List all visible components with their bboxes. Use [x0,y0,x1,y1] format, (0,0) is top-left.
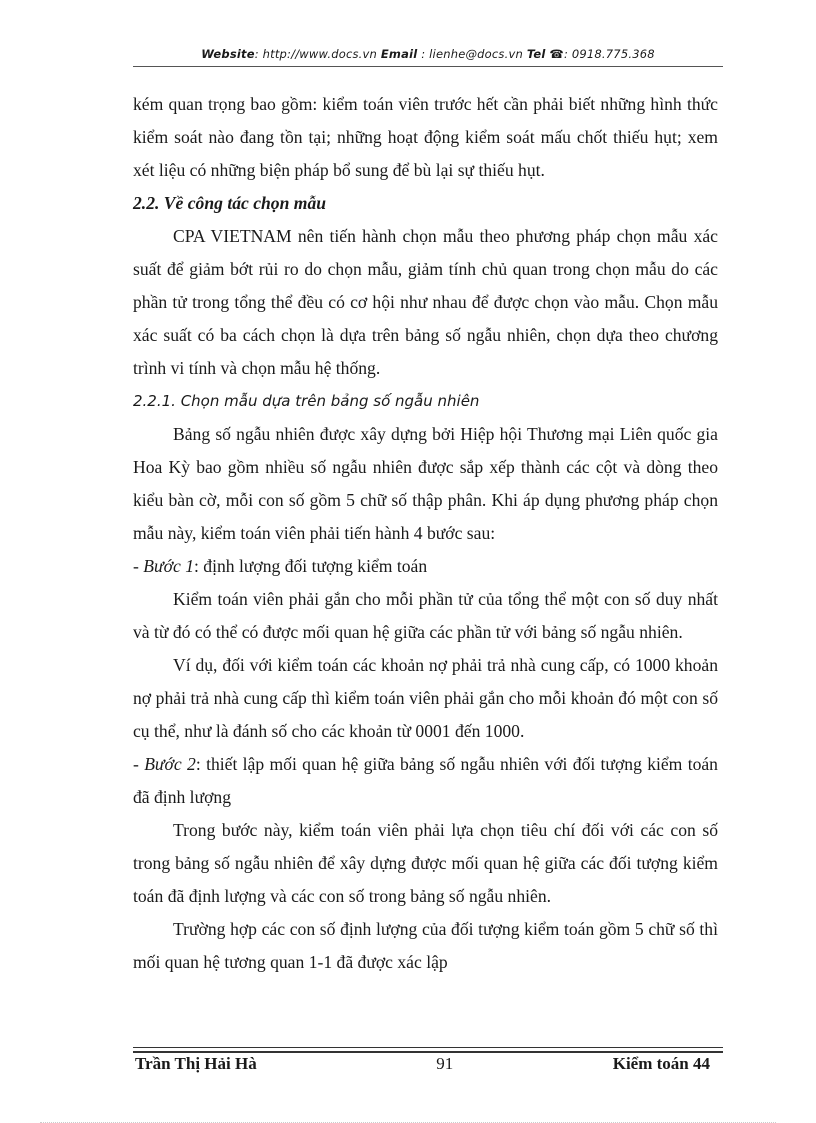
paragraph-4: Kiểm toán viên phải gắn cho mỗi phần tử của tổng thể một con số duy nhất và từ đó có thể có được mối quan hệ giữa các phần tử với bảng số ngẫu nhiên. [133,589,718,642]
header-rule [133,66,723,67]
paragraph-7: Trường hợp các con số định lượng của đối tượng kiểm toán gồm 5 chữ số thì mối quan hệ tương quan 1-1 đã được xác lập [133,919,718,972]
website-label: Website [201,47,255,61]
step-1-text: : định lượng đối tượng kiểm toán [194,556,428,576]
footer-rule-thick [133,1051,723,1053]
step-1 [133,550,718,583]
step-2-prefix: - [133,754,145,774]
email-value: : lienhe@docs.vn [421,47,523,61]
step-2-label: Bước 2 [144,754,196,774]
page-number: 91 [436,1054,454,1073]
paragraph-5: Ví dụ, đối với kiểm toán các khoản nợ phải trả nhà cung cấp, có 1000 khoản nợ phải trả nhà cung cấp thì kiểm toán viên phải gắn cho mỗi khoản đó một con số cụ thể, như là đánh số cho các khoản từ 0001 đến 1000. [133,655,718,741]
footer-author: Trần Thị Hải Hà [135,1054,257,1073]
paragraph-2: CPA VIETNAM nên tiến hành chọn mẫu theo phương pháp chọn mẫu xác suất để giảm bớt rủi ro do chọn mẫu, giảm tính chủ quan trong chọn mẫu do các phần tử trong tổng thể đều có cơ hội như nhau để được chọn vào mẫu. Chọn mẫu xác suất có ba cách chọn là dựa trên bảng số ngẫu nhiên, chọn dựa theo chương trình vi tính và chọn mẫu hệ thống. [133,226,718,378]
page-body [133,88,718,979]
section-heading-2-2-1: 2.2.1. Chọn mẫu dựa trên bảng số ngẫu nhiên [133,392,480,410]
paragraph-3: Bảng số ngẫu nhiên được xây dựng bởi Hiệp hội Thương mại Liên quốc gia Hoa Kỳ bao gồm nhiều số ngẫu nhiên được sắp xếp thành các cột và dòng theo kiểu bàn cờ, mỗi con số gồm 5 chữ số thập phân. Khi áp dụng phương pháp chọn mẫu này, kiểm toán viên phải tiến hành 4 bước sau: [133,424,718,543]
footer-rule-thin [133,1047,723,1048]
phone-icon: ☎ [549,47,564,61]
step-1-prefix: - [133,556,144,576]
paragraph-6: Trong bước này, kiểm toán viên phải lựa chọn tiêu chí đối với các con số trong bảng số ngẫu nhiên để xây dựng được mối quan hệ giữa các đối tượng kiểm toán đã định lượng và các con số trong bảng số ngẫu nhiên. [133,820,718,906]
paragraph-1: kém quan trọng bao gồm: kiểm toán viên trước hết cần phải biết những hình thức kiểm soát nào đang tồn tại; những hoạt động kiểm soát mấu chốt thiếu hụt; xem xét liệu có những biện pháp bổ sung để bù lại sự thiếu hụt. [133,94,718,180]
step-2-text: : thiết lập mối quan hệ giữa bảng số ngẫu nhiên với đối tượng kiểm toán đã định lượng [133,754,718,807]
tel-label: Tel [526,47,546,61]
footer-course: Kiểm toán 44 [612,1054,710,1073]
page-footer [135,1054,710,1074]
email-label: Email [380,47,418,61]
section-heading-2-2: 2.2. Về công tác chọn mẫu [133,193,327,213]
page-header [133,47,723,61]
website-value: : http://www.docs.vn [254,47,378,61]
step-2 [133,748,718,814]
step-1-label: Bước 1 [143,556,195,576]
tel-value: : 0918.775.368 [563,47,655,61]
